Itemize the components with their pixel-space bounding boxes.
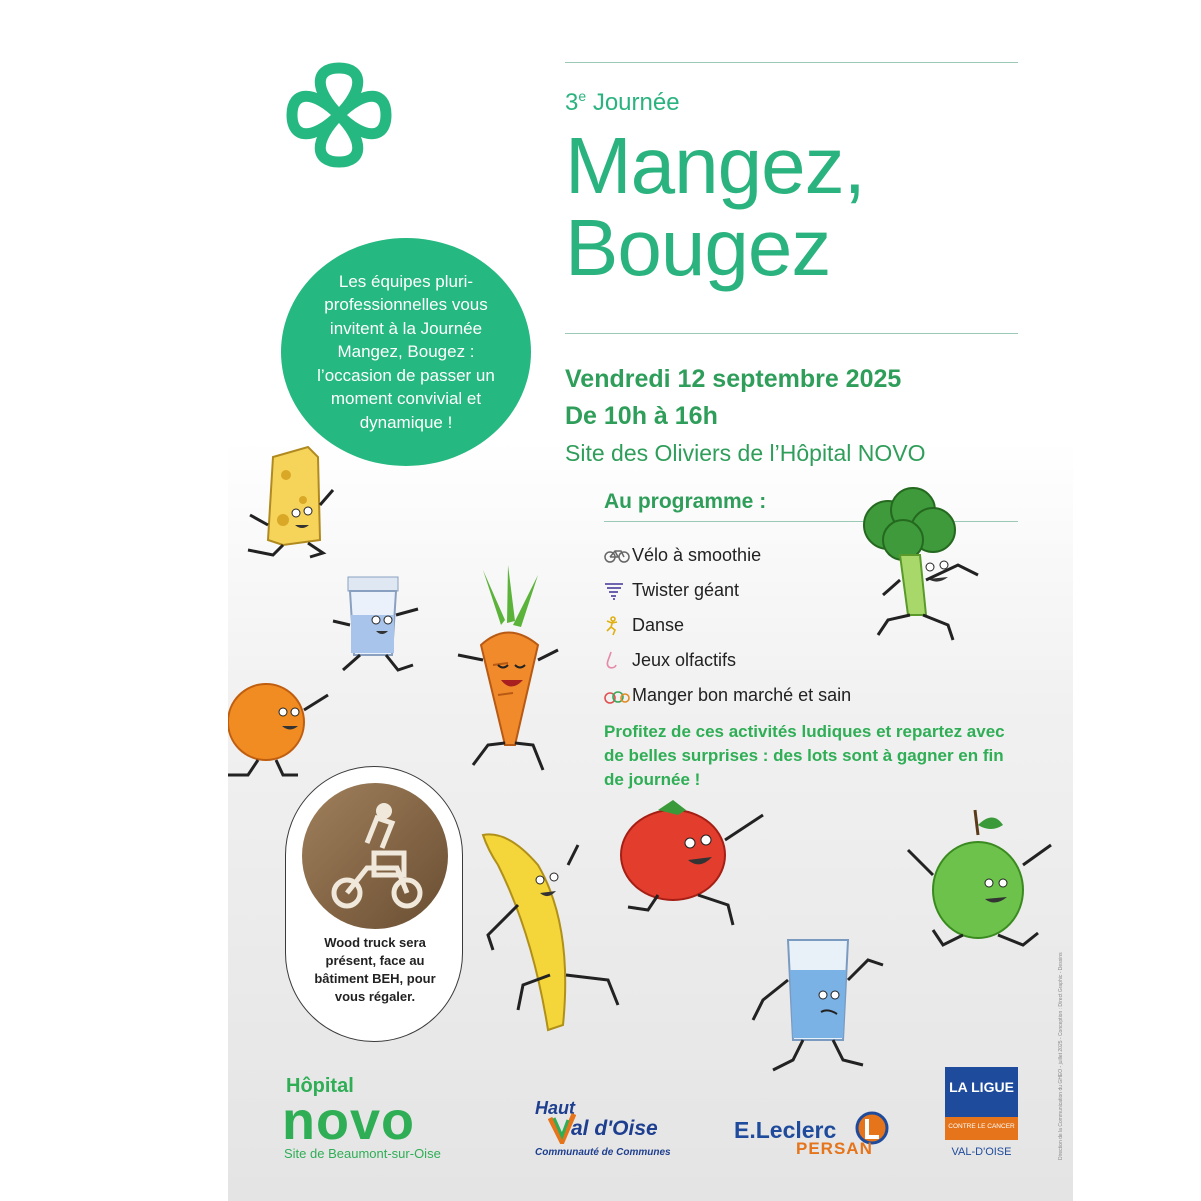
carrot-character-icon	[453, 565, 563, 775]
fruits-icon	[604, 687, 632, 705]
event-place: Site des Oliviers de l’Hôpital NOVO	[565, 440, 926, 466]
invite-text: Les équipes pluri-professionnelles vous invitent à la Journée Mangez, Bougez : l’occasion de passer un moment convivial et dynamique !	[317, 271, 495, 432]
novo-logo: novo	[282, 1091, 415, 1151]
tornado-icon	[604, 582, 632, 600]
top-rule	[565, 62, 1018, 63]
hvo-haut-label: Haut	[535, 1098, 575, 1118]
truck-text: Wood truck sera présent, face au bâtiment BEH, pour vous régaler.	[314, 935, 436, 1004]
cheese-character-icon	[238, 445, 343, 565]
hospital-logo-icon	[284, 60, 394, 170]
hvo-val-label: al d'Oise	[571, 1117, 658, 1140]
credit-text: Direction de la Communication du GHEO - juillet 2025 - Conception : Direct Graphic - Dessins	[1058, 952, 1064, 1160]
leclerc-logo: E.Leclerc	[734, 1117, 837, 1143]
list-item: Danse	[604, 608, 851, 643]
edition-label: 3e Journée	[565, 88, 680, 116]
ligue-region: VAL-D'OISE	[951, 1146, 1012, 1158]
orange-character-icon	[228, 680, 338, 780]
list-item: Vélo à smoothie	[604, 538, 851, 573]
dancer-icon	[604, 616, 632, 636]
novo-site-label: Site de Beaumont-sur-Oise	[284, 1146, 441, 1161]
list-item: Jeux olfactifs	[604, 643, 851, 678]
hvo-sub-label: Communauté de Communes	[535, 1147, 671, 1158]
surprise-text: Profitez de ces activités ludiques et repartez avec de belles surprises : des lots sont à gagner en fin de journée !	[604, 722, 1005, 789]
event-time: De 10h à 16h	[565, 402, 718, 430]
banana-character-icon	[478, 825, 628, 1045]
list-item: Twister géant	[604, 573, 851, 608]
event-date: Vendredi 12 septembre 2025	[565, 365, 902, 393]
title-rule	[565, 333, 1018, 334]
programme-list	[604, 538, 851, 713]
apple-character-icon	[903, 805, 1053, 955]
water-glass-character-icon	[743, 920, 893, 1080]
page-title: Mangez, Bougez	[565, 121, 865, 292]
nose-icon	[604, 651, 632, 671]
poster	[228, 0, 1073, 1201]
broccoli-character-icon	[848, 485, 998, 645]
invite-circle	[281, 238, 531, 466]
leclerc-city: PERSAN	[796, 1139, 873, 1158]
list-item: Manger bon marché et sain	[604, 678, 851, 713]
tomato-character-icon	[608, 795, 773, 930]
programme-title: Au programme :	[604, 490, 767, 513]
novo-hopital-label: Hôpital	[286, 1075, 354, 1097]
bicycle-icon	[604, 549, 632, 563]
truck-card	[285, 766, 463, 1042]
ligue-logo: LA LIGUE CONTRE LE CANCER	[945, 1067, 1018, 1140]
wood-truck-logo-icon	[302, 783, 448, 929]
yogurt-character-icon	[318, 575, 428, 675]
